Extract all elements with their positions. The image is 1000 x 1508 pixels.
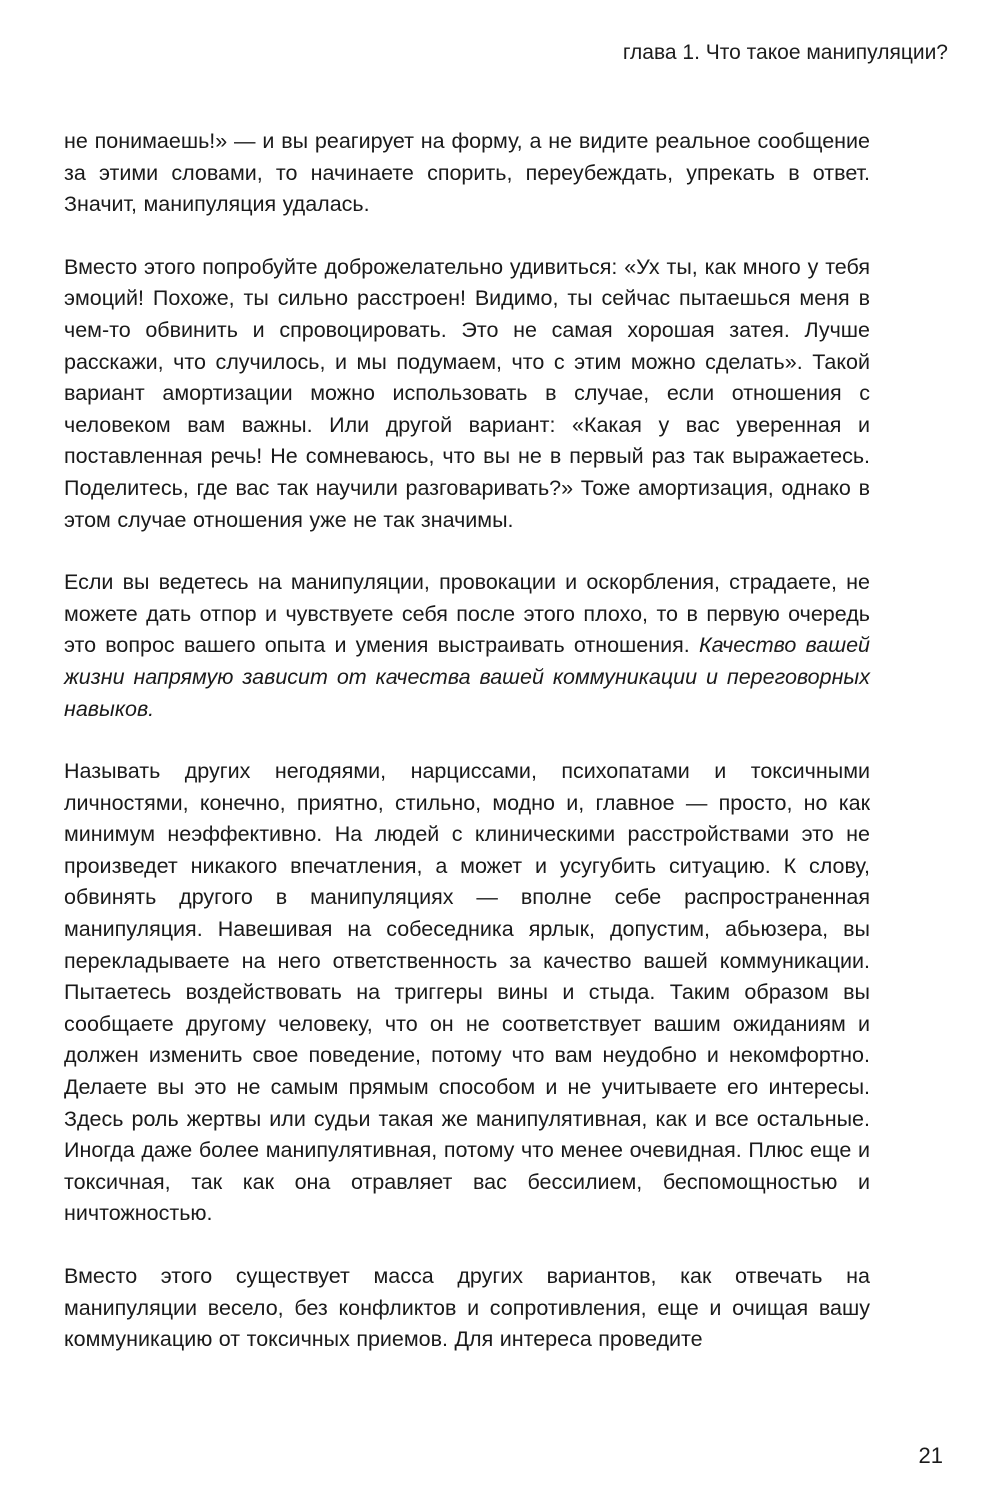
- paragraph-4: [64, 756, 870, 1230]
- paragraph-2-text: Вместо этого попробуйте доброжелательно удивиться: «Ух ты, как много у тебя эмоций! Похоже, ты сильно расстроен! Видимо, ты сейчас пытаешься меня в чем-то обвинить и спровоцировать. Это не самая хорошая затея. Лучше расскажи, что случилось, и мы подумаем, что с этим можно сделать». Такой вариант амортизации можно использовать в случае, если отношения с человеком вам важны. Или другой вариант: «Какая у вас уверенная и поставленная речь! Не сомневаюсь, что вы не в первый раз так выражаетесь. Поделитесь, где вас так научили разговаривать?» Тоже амортизация, однако в этом случае отношения уже не так значимы.: [64, 254, 870, 532]
- page-number: 21: [918, 1443, 943, 1468]
- paragraph-3-text: Если вы ведетесь на манипуляции, провокации и оскорбления, страдаете, не можете дать отпор и чувствуете себя после этого плохо, то в первую очередь это вопрос вашего опыта и умения выстраивать отношения.: [64, 570, 870, 658]
- paragraph-2: [64, 252, 870, 536]
- paragraph-3: [64, 567, 870, 725]
- paragraph-3-emphasis: Качество вашей жизни напрямую зависит от качества вашей коммуникации и переговорных навыков.: [64, 633, 870, 721]
- paragraph-1: [64, 126, 870, 221]
- paragraph-5-text: Вместо этого существует масса других вариантов, как отвечать на манипуляции весело, без конфликтов и сопротивления, еще и очищая вашу коммуникацию от токсичных приемов. Для интереса проведите: [64, 1264, 870, 1352]
- paragraph-4-text: Называть других негодяями, нарциссами, психопатами и токсичными личностями, конечно, приятно, стильно, модно и, главное — просто, но как минимум неэффективно. На людей с клиническими расстройствами это не произведет никакого впечатления, а может и усугубить ситуацию. К слову, обвинять другого в манипуляциях — вполне себе распространенная манипуляция. Навешивая на собеседника ярлык, допустим, абьюзера, вы перекладываете на него ответственность за качество вашей коммуникации. Пытаетесь воздействовать на триггеры вины и стыда. Таким образом вы сообщаете другому человеку, что он не соответствует вашим ожиданиям и должен изменить свое поведение, потому что вам неудобно и некомфортно. Делаете вы это не самым прямым способом и не учитываете его интересы. Здесь роль жертвы или судьи такая же манипулятивная, как и все остальные. Иногда даже более манипулятивная, потому что менее очевидная. Плюс еще и токсичная, так как она отравляет вас бессилием, беспомощностью и ничтожностью.: [64, 759, 870, 1226]
- page-body: [64, 126, 870, 1387]
- paragraph-1-text: не понимаешь!» — и вы реагирует на форму, а не видите реальное сообщение за этими словами, то начинаете спорить, переубеждать, упрекать в ответ. Значит, манипуляция удалась.: [64, 129, 870, 217]
- running-header: глава 1. Что такое манипуляции?: [622, 41, 948, 64]
- paragraph-5: [64, 1261, 870, 1356]
